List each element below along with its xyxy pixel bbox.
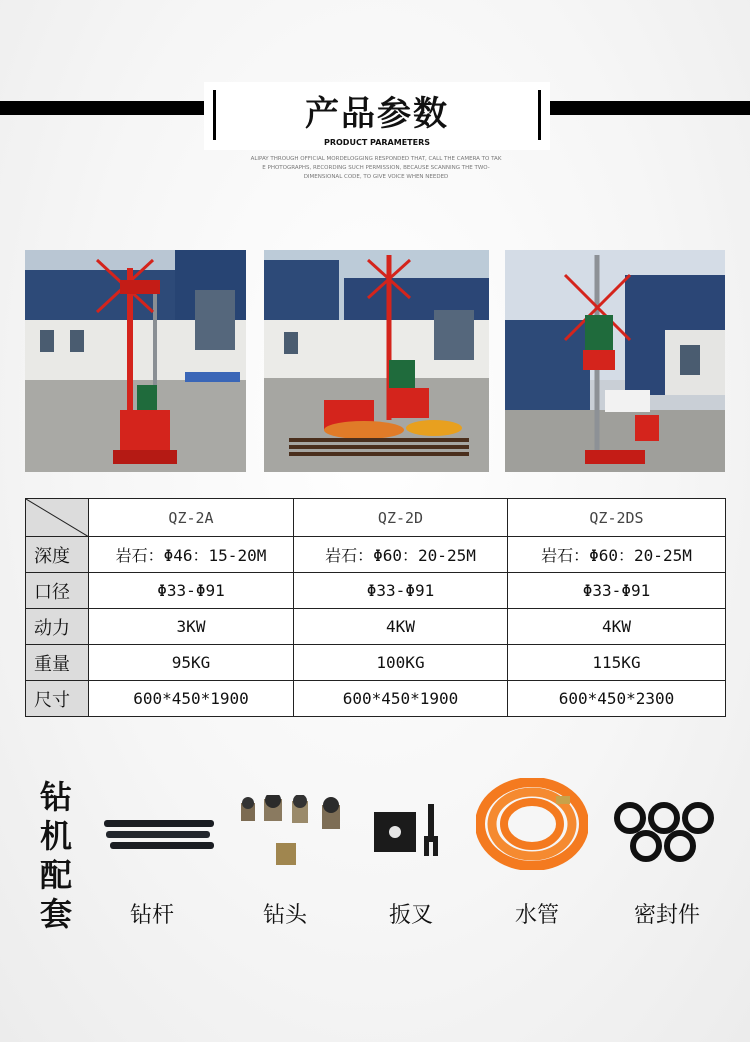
table-cell: 600*450*1900 xyxy=(89,681,294,717)
accessory-label-drill-bit: 钻头 xyxy=(262,903,307,928)
photo-qz-2ds xyxy=(505,250,725,472)
header-bar-right xyxy=(550,101,750,115)
table-cell: 岩石：Φ60：20-25M xyxy=(508,537,726,573)
header-bar-left xyxy=(0,101,205,115)
table-cell: 4KW xyxy=(508,609,726,645)
spec-table xyxy=(25,498,726,717)
table-row xyxy=(26,537,726,573)
table-header-row xyxy=(26,499,726,537)
table-cell: 115KG xyxy=(508,645,726,681)
diagonal-divider xyxy=(26,499,89,537)
accessories-title: 钻 机 配 套 xyxy=(39,778,72,933)
wrench-fork-image xyxy=(372,802,448,864)
drill-rod-image xyxy=(100,812,218,854)
table-row xyxy=(26,609,726,645)
table-corner-cell xyxy=(26,499,89,537)
row-label: 重量 xyxy=(26,645,89,681)
model-header: QZ-2D xyxy=(294,499,508,537)
accessory-label-seals: 密封件 xyxy=(633,903,700,928)
page-title: 产品参数 xyxy=(305,94,449,134)
table-row xyxy=(26,645,726,681)
table-cell: 岩石：Φ46：15-20M xyxy=(89,537,294,573)
table-cell: 95KG xyxy=(89,645,294,681)
seal-rings-image xyxy=(612,800,716,866)
table-cell: 100KG xyxy=(294,645,508,681)
table-row xyxy=(26,573,726,609)
table-cell: 3KW xyxy=(89,609,294,645)
fine-print: ALIPAY THROUGH OFFICIAL MORDELOGGING RESPONDED THAT, CALL THE CAMERA TO TAK E PHOTOGRAPHS, RECORDING SUCH PERMISSION, BECAUSE SCANNING THE TWO- DIMENSIONAL CODE, TO GIVE VOICE WHEN NEEDED xyxy=(250,156,502,180)
photo-qz-2a xyxy=(25,250,246,472)
table-cell: 600*450*1900 xyxy=(294,681,508,717)
table-cell: Φ33-Φ91 xyxy=(508,573,726,609)
row-label: 尺寸 xyxy=(26,681,89,717)
table-cell: 600*450*2300 xyxy=(508,681,726,717)
accessory-label-drill-rod: 钻杆 xyxy=(129,903,174,928)
accessory-label-wrench-fork: 扳叉 xyxy=(388,903,433,928)
water-hose-image xyxy=(476,778,588,870)
model-header: QZ-2DS xyxy=(508,499,726,537)
table-cell: Φ33-Φ91 xyxy=(89,573,294,609)
table-row xyxy=(26,681,726,717)
row-label: 口径 xyxy=(26,573,89,609)
row-label: 动力 xyxy=(26,609,89,645)
table-cell: Φ33-Φ91 xyxy=(294,573,508,609)
table-cell: 4KW xyxy=(294,609,508,645)
drill-bit-image xyxy=(236,795,346,870)
model-header: QZ-2A xyxy=(89,499,294,537)
photo-qz-2d xyxy=(264,250,489,472)
page-subtitle: PRODUCT PARAMETERS xyxy=(323,138,430,147)
header-title-box xyxy=(204,82,550,150)
row-label: 深度 xyxy=(26,537,89,573)
accessory-label-water-hose: 水管 xyxy=(514,903,559,928)
table-cell: 岩石：Φ60：20-25M xyxy=(294,537,508,573)
